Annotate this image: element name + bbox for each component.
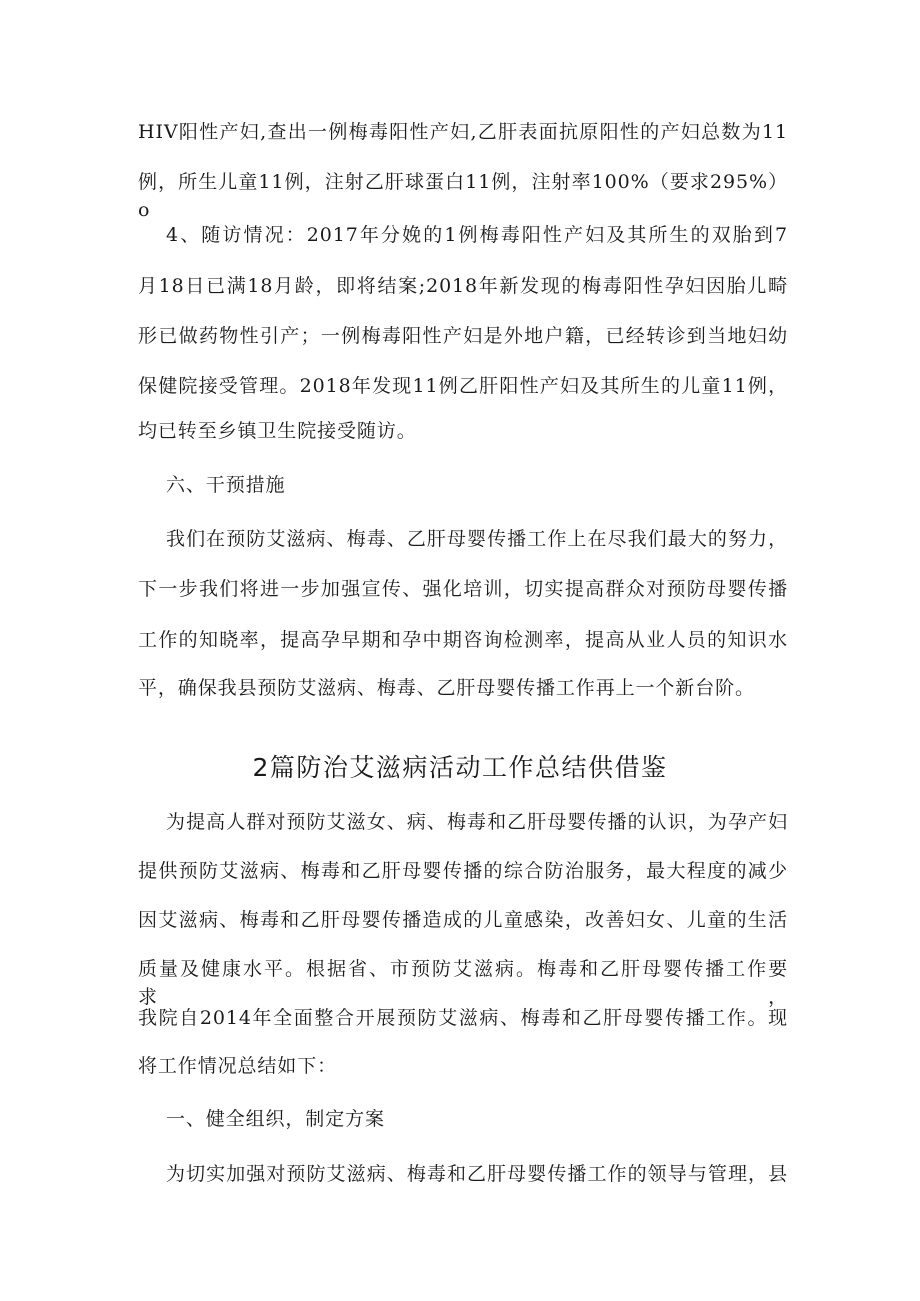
paragraph-line: 我们在预防艾滋病、梅毒、乙肝母婴传播工作上在尽我们最大的努力，: [166, 528, 788, 550]
paragraph-line: 下一步我们将进一步加强宣传、强化培训，切实提高群众对预防母婴传播: [138, 578, 788, 600]
paragraph-line: 4、随访情况：2017年分娩的1例梅毒阳性产妇及其所生的双胎到7: [166, 224, 788, 246]
paragraph-line: 均已转至乡镇卫生院接受随访。: [138, 420, 417, 442]
paragraph-line: 质量及健康水平。根据省、市预防艾滋病。梅毒和乙肝母婴传播工作要求，: [138, 958, 788, 1008]
section-heading: 六、干预措施: [166, 474, 286, 496]
paragraph-line: 为提高人群对预防艾滋女、病、梅毒和乙肝母婴传播的认识，为孕产妇: [166, 811, 788, 833]
paragraph-line: 例，所生儿童11例，注射乙肝球蛋白11例，注射率100%（要求295%）o: [138, 171, 788, 221]
paragraph-line: HIV阳性产妇,查出一例梅毒阳性产妇,乙肝表面抗原阳性的产妇总数为11: [138, 121, 788, 143]
paragraph-line: 为切实加强对预防艾滋病、梅毒和乙肝母婴传播工作的领导与管理，县: [166, 1163, 788, 1185]
document-title: 2篇防治艾滋病活动工作总结供借鉴: [252, 753, 668, 782]
paragraph-line: 形已做药物性引产；一例梅毒阳性产妇是外地户籍，已经转诊到当地妇幼: [138, 325, 788, 347]
paragraph-line: 因艾滋病、梅毒和乙肝母婴传播造成的儿童感染，改善妇女、儿童的生活: [138, 909, 788, 931]
paragraph-line: 月18日已满18月龄，即将结案;2018年新发现的梅毒阳性孕妇因胎儿畸: [138, 275, 788, 297]
paragraph-line: 提供预防艾滋病、梅毒和乙肝母婴传播的综合防治服务，最大程度的减少: [138, 860, 788, 882]
paragraph-line: 我院自2014年全面整合开展预防艾滋病、梅毒和乙肝母婴传播工作。现: [138, 1007, 788, 1029]
paragraph-line: 保健院接受管理。2018年发现11例乙肝阳性产妇及其所生的儿童11例，: [138, 375, 788, 397]
section-heading: 一、健全组织，制定方案: [166, 1108, 385, 1130]
paragraph-line: 将工作情况总结如下：: [138, 1055, 338, 1077]
paragraph-line: 工作的知晓率，提高孕早期和孕中期咨询检测率，提高从业人员的知识水: [138, 629, 788, 651]
paragraph-line: 平，确保我县预防艾滋病、梅毒、乙肝母婴传播工作再上一个新台阶。: [138, 677, 755, 699]
